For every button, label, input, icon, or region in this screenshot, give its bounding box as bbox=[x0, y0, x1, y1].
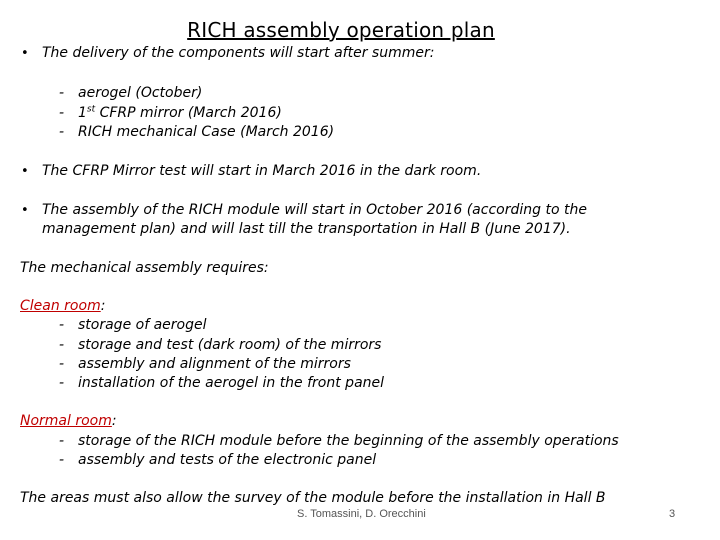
closing-statement: The areas must also allow the survey of the module before the installation in Hall B bbox=[20, 490, 606, 506]
dash-icon: - bbox=[59, 124, 65, 140]
subitem-cfrp-mirror-text: CFRP mirror (March 2016) bbox=[95, 105, 282, 121]
dash-icon: - bbox=[59, 85, 65, 101]
footer-authors: S. Tomassini, D. Orecchini bbox=[297, 508, 426, 520]
normal-room-heading bbox=[20, 412, 117, 431]
dash-icon: - bbox=[59, 356, 65, 372]
ordinal-number: 1 bbox=[78, 105, 87, 121]
bullet-assembly-line2: management plan) and will last till the transportation in Hall B (June 2017). bbox=[42, 221, 571, 237]
dash-icon: - bbox=[59, 337, 65, 353]
clean-room-label: Clean room bbox=[20, 298, 101, 314]
subitem-mechanical-case: RICH mechanical Case (March 2016) bbox=[78, 124, 335, 140]
ordinal-suffix: st bbox=[86, 104, 96, 115]
normal-room-colon: : bbox=[111, 413, 117, 429]
subitem-cfrp-mirror bbox=[78, 104, 282, 123]
clean-room-heading bbox=[20, 297, 105, 316]
dash-icon: - bbox=[59, 317, 65, 333]
bullet-icon: • bbox=[21, 164, 29, 179]
bullet-icon: • bbox=[21, 203, 29, 218]
clean-room-item: storage and test (dark room) of the mirrors bbox=[78, 337, 382, 353]
dash-icon: - bbox=[59, 452, 65, 468]
clean-room-item: storage of aerogel bbox=[78, 317, 207, 333]
bullet-delivery: The delivery of the components will start after summer: bbox=[42, 45, 435, 61]
dash-icon: - bbox=[59, 375, 65, 391]
dash-icon: - bbox=[59, 433, 65, 449]
normal-room-label: Normal room bbox=[20, 413, 112, 429]
bullet-icon: • bbox=[21, 46, 29, 61]
dash-icon: - bbox=[59, 105, 65, 121]
subitem-aerogel: aerogel (October) bbox=[78, 85, 203, 101]
normal-room-item: assembly and tests of the electronic panel bbox=[78, 452, 377, 468]
normal-room-item: storage of the RICH module before the beginning of the assembly operations bbox=[78, 433, 619, 449]
clean-room-item: assembly and alignment of the mirrors bbox=[78, 356, 351, 372]
bullet-assembly-line1: The assembly of the RICH module will start in October 2016 (according to the bbox=[42, 202, 587, 218]
slide-title: RICH assembly operation plan bbox=[187, 18, 495, 42]
page-number: 3 bbox=[669, 508, 676, 520]
bullet-cfrp-test: The CFRP Mirror test will start in March 2016 in the dark room. bbox=[42, 163, 482, 179]
clean-room-item: installation of the aerogel in the front panel bbox=[78, 375, 385, 391]
mechanical-intro: The mechanical assembly requires: bbox=[20, 260, 269, 276]
clean-room-colon: : bbox=[100, 298, 106, 314]
